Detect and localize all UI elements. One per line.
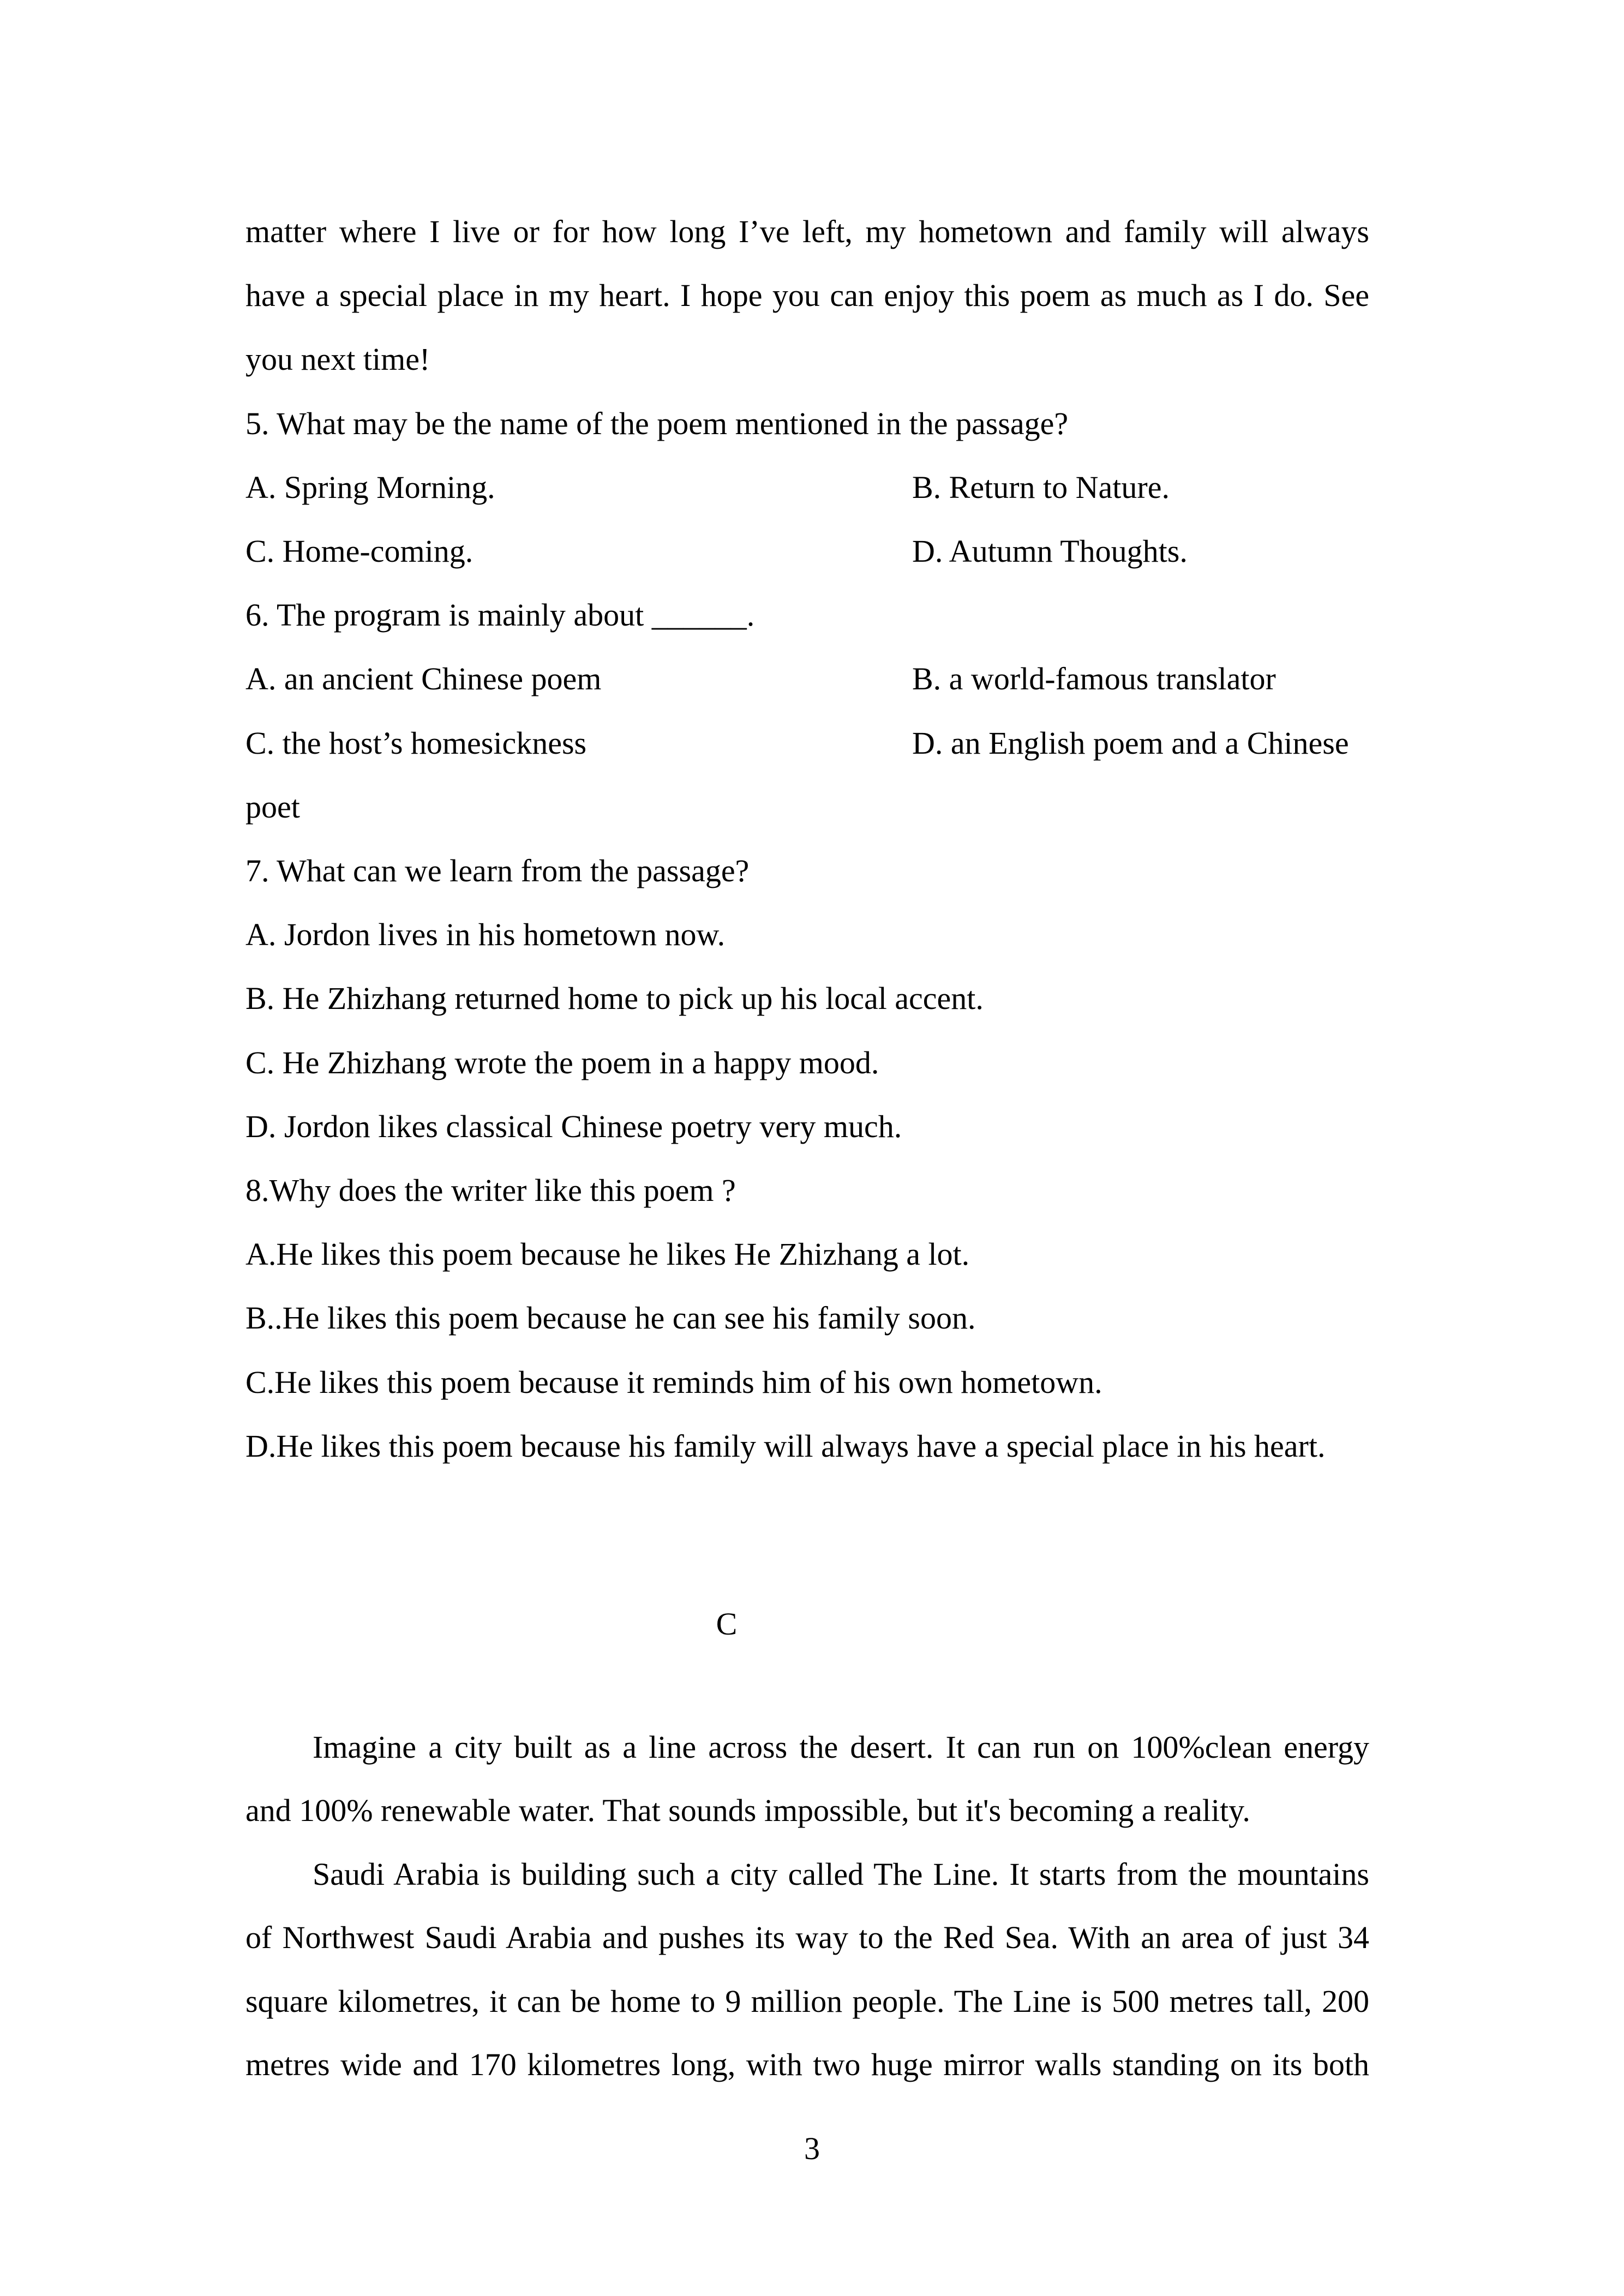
option-a: A. an ancient Chinese poem <box>245 661 602 696</box>
question-5-option-row <box>245 519 1369 584</box>
text-line: matter where I live or for how long I’ve left, my hometown and family will always <box>245 214 1369 249</box>
option-b: B. Return to Nature. <box>912 470 1170 505</box>
option-c: C. He Zhizhang wrote the poem in a happy mood. <box>245 1045 879 1080</box>
option-c: C. the host’s homesickness <box>245 725 587 761</box>
passage-line: metres wide and 170 kilometres long, with two huge mirror walls standing on its both <box>245 2047 1369 2082</box>
option-d: D. an English poem and a Chinese <box>912 725 1349 761</box>
option-b: B..He likes this poem because he can see his family soon. <box>245 1300 976 1336</box>
passage-line: Imagine a city built as a line across the desert. It can run on 100%clean energy <box>313 1729 1369 1765</box>
option-b: B. a world-famous translator <box>912 661 1276 696</box>
passage-line: square kilometres, it can be home to 9 million people. The Line is 500 metres tall, 200 <box>245 1984 1369 2019</box>
page-number: 3 <box>804 2131 820 2166</box>
passage-line: Saudi Arabia is building such a city called The Line. It starts from the mountains <box>313 1856 1369 1892</box>
option-b: B. He Zhizhang returned home to pick up his local accent. <box>245 981 984 1016</box>
question-7-stem: 7. What can we learn from the passage? <box>245 853 750 888</box>
option-c: C.He likes this poem because it reminds him of his own hometown. <box>245 1365 1102 1400</box>
option-a: A. Jordon lives in his hometown now. <box>245 917 726 952</box>
passage-line: and 100% renewable water. That sounds impossible, but it's becoming a reality. <box>245 1793 1250 1828</box>
section-heading: C <box>716 1606 738 1642</box>
question-6-option-row <box>245 711 1369 776</box>
question-5-option-row <box>245 455 1369 520</box>
option-c: C. Home-coming. <box>245 533 474 569</box>
option-a: A.He likes this poem because he likes He Zhizhang a lot. <box>245 1236 970 1272</box>
question-8-stem: 8.Why does the writer like this poem ? <box>245 1173 736 1208</box>
option-d-carryover: poet <box>245 789 300 825</box>
question-5-stem: 5. What may be the name of the poem mentioned in the passage? <box>245 406 1069 441</box>
option-a: A. Spring Morning. <box>245 470 495 505</box>
option-d: D.He likes this poem because his family will always have a special place in his heart. <box>245 1428 1326 1464</box>
text-line: you next time! <box>245 341 430 377</box>
option-d: D. Autumn Thoughts. <box>912 533 1188 569</box>
question-6-option-row <box>245 646 1369 712</box>
option-d: D. Jordon likes classical Chinese poetry very much. <box>245 1109 902 1144</box>
passage-line: of Northwest Saudi Arabia and pushes its way to the Red Sea. With an area of just 34 <box>245 1920 1369 1955</box>
question-6-stem: 6. The program is mainly about ______. <box>245 597 755 633</box>
text-line: have a special place in my heart. I hope you can enjoy this poem as much as I do. See <box>245 278 1369 313</box>
